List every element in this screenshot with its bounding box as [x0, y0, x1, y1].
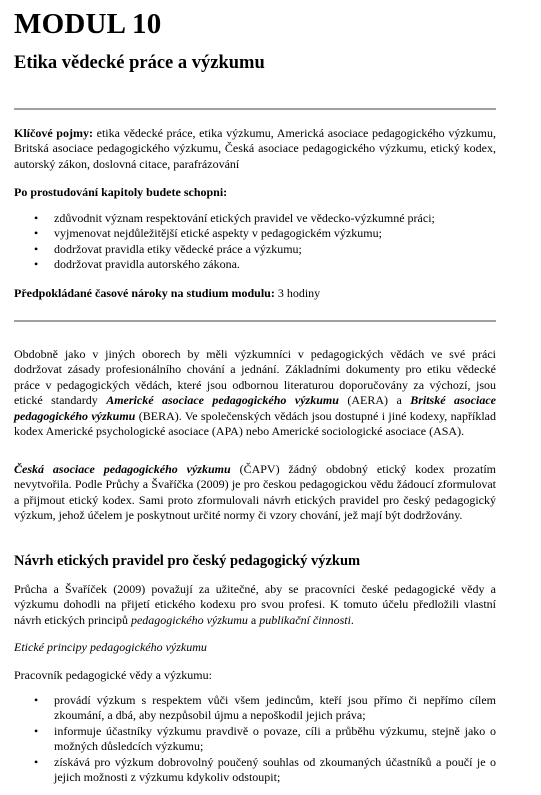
- objective-text: vyjmenovat nejdůležitější etické aspekty v pedagogickém výzkumu;: [54, 226, 382, 241]
- keywords-label: Klíčové pojmy:: [14, 126, 93, 140]
- paragraph-text: (AERA) a: [338, 393, 411, 408]
- module-subtitle: Etika vědecké práce a výzkumu: [14, 53, 265, 73]
- objective-text: dodržovat pravidla etiky vědecké práce a výzkumu;: [54, 241, 302, 256]
- keywords-text: etika vědecké práce, etika výzkumu, Americká asociace pedagogického výzkumu, Britská asociace pedagogického výzkumu, Česká asociace pedagogického výzkumu, etický kodex, autorský zákon, doslovná citace, parafrázování: [14, 126, 496, 171]
- bullet-icon: •: [34, 754, 39, 769]
- worker-intro: Pracovník pedagogické vědy a výzkumu:: [14, 668, 212, 682]
- proposal-paragraph: [14, 582, 496, 628]
- keywords-paragraph: [14, 126, 496, 172]
- bullet-icon: •: [34, 226, 39, 241]
- time-estimate: [14, 286, 496, 301]
- bullet-icon: •: [34, 257, 39, 272]
- bullet-icon: •: [34, 211, 39, 225]
- list-item: [14, 724, 496, 755]
- principles-label: Etické principy pedagogického výzkumu: [14, 640, 207, 654]
- objective-text: zdůvodnit význam respektování etických pravidel ve vědecko-výzkumné práci;: [54, 211, 435, 225]
- duties-list: [14, 693, 496, 785]
- divider-bottom: [14, 320, 496, 322]
- duty-text: informuje účastníky výzkumu pravdivě o povaze, cíli a průběhu výzkumu, stejně jako o možných důsledcích výzkumu;: [54, 723, 496, 754]
- objectives-list: [14, 211, 496, 273]
- capv-name: Česká asociace pedagogického výzkumu: [14, 462, 231, 476]
- bullet-icon: •: [34, 693, 39, 707]
- objectives-heading: Po prostudování kapitoly budete schopni:: [14, 185, 228, 199]
- capv-paragraph: [14, 462, 496, 524]
- paragraph-text: a: [247, 612, 260, 627]
- bullet-icon: •: [34, 241, 39, 256]
- intro-paragraph: [14, 347, 496, 439]
- paragraph-text: Průcha a Švaříček (2009) považují za užitečné, aby se pracovníci české pedagogické vědy a výzkumu dohodli na přijetí etického kodexu pro svou profesi. K tomuto účelu předložili vlastní návrh etických principů: [14, 582, 496, 627]
- objective-text: dodržovat pravidla autorského zákona.: [54, 257, 240, 272]
- paragraph-text: Obdobně jako v jiných oborech by měli výzkumníci v pedagogických vědách ve své práci dodržovat zásady profesionálního chování a jednání. Základními dokumenty pro etiku vědecké práce v pedagogických vědách, které jsou odbornou literaturou doporučovány za výchozí, jsou etické standardy: [14, 347, 496, 408]
- emphasis-text: pedagogického výzkumu: [130, 612, 248, 627]
- emphasis-text: publikační činnosti: [259, 612, 351, 627]
- time-value: 3 hodiny: [274, 286, 321, 300]
- divider-top: [14, 108, 496, 110]
- list-item: [14, 211, 496, 226]
- bullet-icon: •: [34, 723, 39, 738]
- aera-name: Americké asociace pedagogického výzkumu: [106, 393, 339, 408]
- duty-text: získává pro výzkum dobrovolný poučený souhlas od zkoumaných účastníků a poučí je o jejich možnosti z výzkumu kdykoliv odstoupit;: [54, 754, 496, 785]
- section-heading: Návrh etických pravidel pro český pedagogický výzkum: [14, 553, 361, 569]
- list-item: [14, 226, 496, 241]
- paragraph-text: (BERA). Ve společenských vědách jsou dostupné i jiné kodexy, například kodex Americké psychologické asociace (APA) nebo Americké sociologické asociace (ASA).: [14, 408, 496, 439]
- list-item: [14, 755, 496, 786]
- list-item: [14, 242, 496, 257]
- bera-name: Britské asociace pedagogického výzkumu: [14, 393, 496, 423]
- time-label: Předpokládané časové nároky na studium modulu:: [14, 286, 275, 300]
- duty-text: provádí výzkum s respektem vůči všem jedincům, kteří jsou přímo či nepřímo cílem zkoumání, a dbá, aby nezpůsobil újmu a nepoškodil jejich práva;: [54, 693, 496, 723]
- list-item: [14, 693, 496, 724]
- list-item: [14, 257, 496, 272]
- paragraph-text: .: [350, 612, 354, 627]
- module-title: MODUL 10: [14, 8, 162, 40]
- paragraph-text: (ČAPV) žádný obdobný etický kodex prozatím nevytvořila. Podle Průchy a Švaříčka (2009) je pro českou pedagogickou vědu žádoucí zformulovat a přijmout etický kodex. Sami proto zformulovali návrh etických pravidel pro český pedagogický výzkum, jehož účelem je poskytnout určité normy či vzory chování, jež mají být dodržovány.: [14, 462, 496, 523]
